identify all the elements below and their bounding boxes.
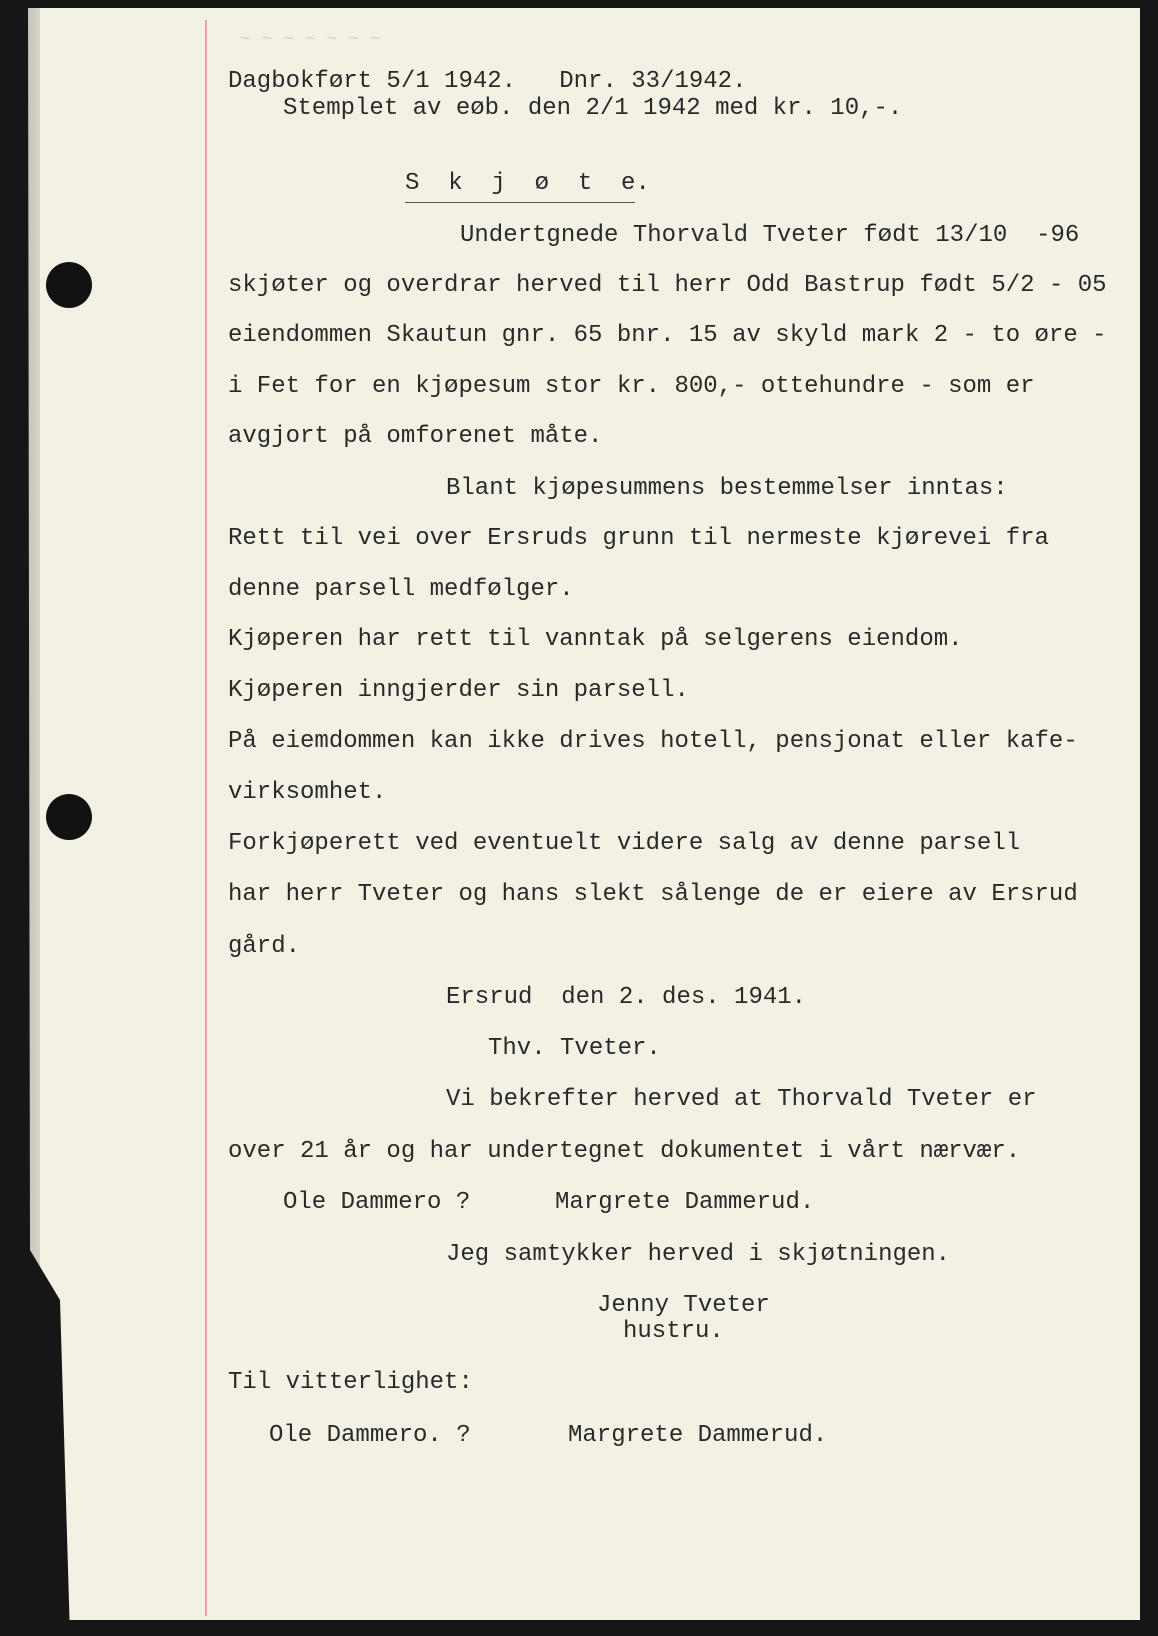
margin-line: [205, 20, 207, 1616]
body-line-19: over 21 år og har undertegnet dokumentet i vårt nærvær.: [228, 1138, 1021, 1165]
witness-right-2: Margrete Dammerud.: [568, 1422, 828, 1449]
body-line-6: Blant kjøpesummens bestemmelser inntas:: [446, 475, 1008, 502]
body-line-10: Kjøperen inngjerder sin parsell.: [228, 677, 689, 704]
header-line-2: Stemplet av eøb. den 2/1 1942 med kr. 10,-.: [283, 95, 903, 122]
place-date-line: Ersrud den 2. des. 1941.: [446, 984, 807, 1011]
signature-tveter: Thv. Tveter.: [488, 1035, 661, 1062]
body-line-18: Vi bekrefter herved at Thorvald Tveter er: [446, 1086, 1037, 1113]
witness-left-2: Ole Dammero. ?: [269, 1422, 471, 1449]
signer-role: hustru.: [623, 1318, 724, 1345]
body-line-5: avgjort på omforenet måte.: [228, 423, 603, 450]
body-line-1: Undertgnede Thorvald Tveter født 13/10 -96: [460, 222, 1080, 249]
witness-right-1: Margrete Dammerud.: [555, 1189, 815, 1216]
body-line-11: På eiemdommen kan ikke drives hotell, pensjonat eller kafe-: [228, 728, 1078, 755]
faint-bleed-text: ~ ~ ~ ~ ~ ~ ~: [240, 30, 381, 50]
body-line-7: Rett til vei over Ersruds grunn til nermeste kjørevei fra: [228, 525, 1049, 552]
consent-line: Jeg samtykker herved i skjøtningen.: [446, 1241, 951, 1268]
signer-name: Jenny Tveter: [597, 1292, 770, 1319]
page-edge-shadow: [0, 0, 40, 1636]
punch-hole-bottom: [46, 794, 92, 840]
body-line-13: Forkjøperett ved eventuelt videre salg av denne parsell: [228, 830, 1021, 857]
body-line-8: denne parsell medfølger.: [228, 576, 574, 603]
attest-label: Til vitterlighet:: [228, 1369, 473, 1396]
document-title: S k j ø t e.: [405, 170, 650, 197]
body-line-9: Kjøperen har rett til vanntak på selgerens eiendom.: [228, 626, 963, 653]
punch-hole-top: [46, 262, 92, 308]
body-line-3: eiendommen Skautun gnr. 65 bnr. 15 av skyld mark 2 - to øre -: [228, 322, 1107, 349]
header-line-1: Dagbokført 5/1 1942. Dnr. 33/1942.: [228, 68, 747, 95]
body-line-4: i Fet for en kjøpesum stor kr. 800,- ottehundre - som er: [228, 373, 1035, 400]
body-line-2: skjøter og overdrar herved til herr Odd Bastrup født 5/2 - 05: [228, 272, 1107, 299]
witness-left-1: Ole Dammero ?: [283, 1189, 471, 1216]
body-line-12: virksomhet.: [228, 779, 387, 806]
title-underline: [405, 202, 635, 203]
body-line-14: har herr Tveter og hans slekt sålenge de er eiere av Ersrud: [228, 881, 1078, 908]
body-line-15: gård.: [228, 933, 301, 960]
